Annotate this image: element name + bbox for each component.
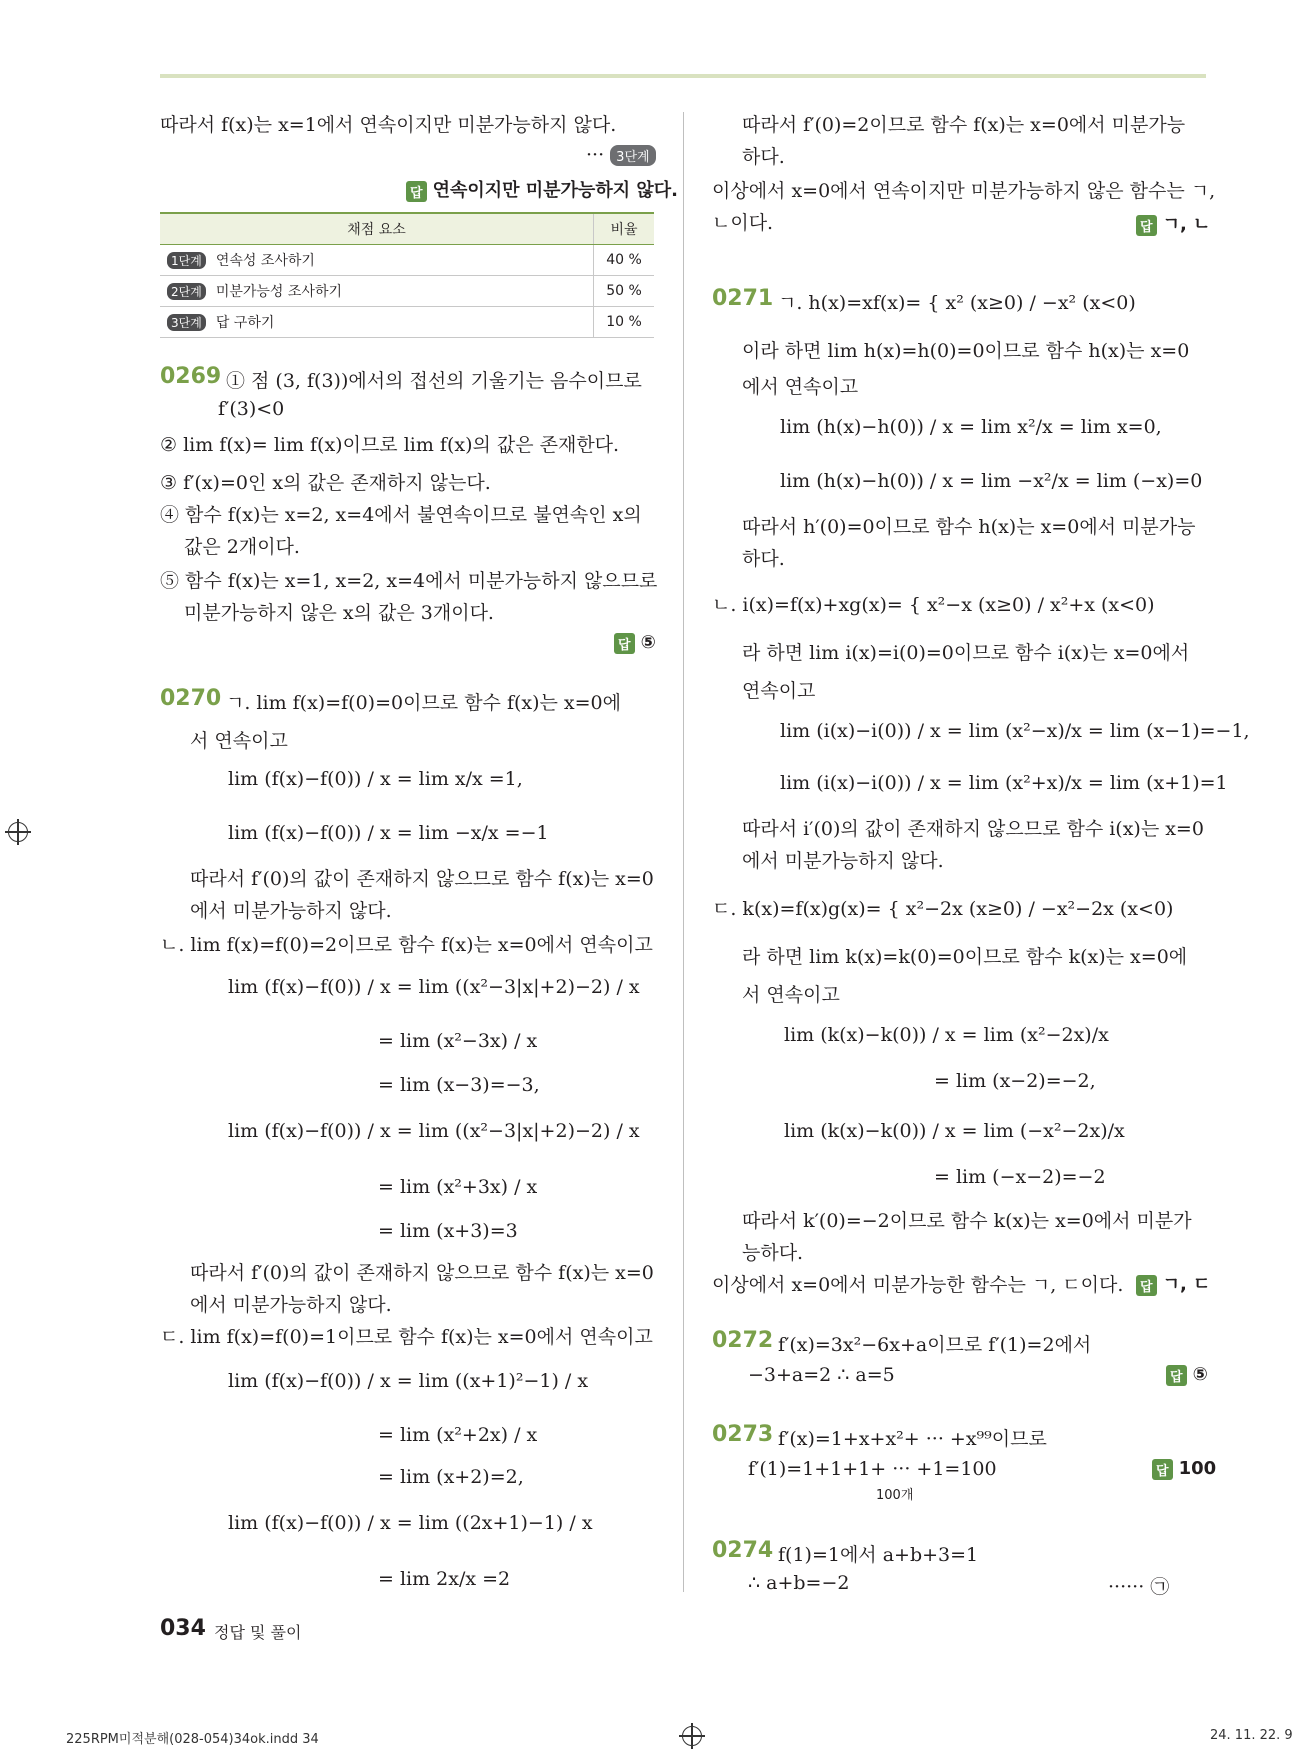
text-line: 미분가능하지 않은 x의 값은 3개이다.: [184, 602, 494, 624]
text-line: 이상에서 x=0에서 연속이지만 미분가능하지 않은 함수는 ㄱ,: [712, 180, 1216, 202]
text-line: ㄴ. lim f(x)=f(0)=2이므로 함수 f(x)는 x=0에서 연속이고: [160, 934, 653, 956]
math-line: = lim (x+3)=3: [378, 1220, 518, 1242]
text-line: 능하다.: [742, 1242, 804, 1264]
text-line: 라 하면 lim k(x)=k(0)=0이므로 함수 k(x)는 x=0에: [742, 946, 1188, 968]
math-line: lim (f(x)−f(0)) / x = lim ((x²−3|x|+2)−2) / x: [228, 976, 640, 998]
step-badge: 2단계: [167, 283, 206, 300]
answer-line: 답 연속이지만 미분가능하지 않다.: [406, 176, 678, 202]
answer-line: 답 100: [1152, 1458, 1216, 1480]
table-row: 2단계 미분가능성 조사하기 50 %: [160, 276, 654, 307]
table-header: 비율: [594, 213, 655, 245]
step-marker: ··· 3단계: [586, 144, 656, 166]
math-line: = lim 2x/x =2: [378, 1568, 511, 1590]
text-line: 따라서 f′(0)의 값이 존재하지 않으므로 함수 f(x)는 x=0: [190, 1262, 654, 1284]
math-line: = lim (x²−3x) / x: [378, 1030, 538, 1052]
footer-label: 정답 및 풀이: [214, 1623, 302, 1642]
math-line: lim (f(x)−f(0)) / x = lim −x/x =−1: [228, 822, 549, 844]
top-rule: [160, 74, 1206, 78]
table-row: 1단계 연속성 조사하기 40 %: [160, 245, 654, 276]
math-line: f′(x)=3x²−6x+a이므로 f′(1)=2에서: [778, 1334, 1092, 1356]
text-line: 서 연속이고: [742, 984, 840, 1006]
file-slug: 225RPM미적분해(028-054)34ok.indd 34: [66, 1732, 319, 1747]
math-line: lim (k(x)−k(0)) / x = lim (x²−2x)/x: [784, 1024, 1109, 1046]
step-badge: 3단계: [167, 314, 206, 331]
text-line: ④ 함수 f(x)는 x=2, x=4에서 불연속이므로 불연속인 x의: [160, 504, 642, 526]
registration-mark-icon: [682, 1726, 702, 1746]
math-line: f(1)=1에서 a+b+3=1: [778, 1544, 979, 1566]
math-line: = lim (x+2)=2,: [378, 1466, 524, 1488]
text-line: 에서 미분가능하지 않다.: [190, 1294, 392, 1316]
answer-line: 답 ⑤: [614, 632, 656, 654]
page-number: 034: [160, 1616, 206, 1641]
text-line: 서 연속이고: [190, 730, 288, 752]
text-line: 에서 연속이고: [742, 376, 859, 398]
step-badge: 1단계: [167, 252, 206, 269]
answer-icon: 답: [1152, 1459, 1173, 1480]
underbrace-label: 100개: [876, 1488, 914, 1503]
math-line: = lim (x²+2x) / x: [378, 1424, 538, 1446]
answer-line: 답 ㄱ, ㄷ: [1136, 1270, 1210, 1296]
text-line: 값은 2개이다.: [184, 536, 300, 558]
text-line: 하다.: [742, 146, 785, 168]
problem-number: 0272: [712, 1328, 774, 1353]
text-line: 라 하면 lim i(x)=i(0)=0이므로 함수 i(x)는 x=0에서: [742, 642, 1190, 664]
text-line: 따라서 f′(0)의 값이 존재하지 않으므로 함수 f(x)는 x=0: [190, 868, 654, 890]
math-line: lim (i(x)−i(0)) / x = lim (x²−x)/x = lim (x−1)=−1,: [780, 720, 1250, 742]
answer-line: 답 ㄱ, ㄴ: [1136, 210, 1210, 236]
equation-marker: ······ ㉠: [1108, 1576, 1170, 1598]
text-line: ⑤ 함수 f(x)는 x=1, x=2, x=4에서 미분가능하지 않으므로: [160, 570, 658, 592]
problem-number: 0269: [160, 364, 222, 389]
math-line: −3+a=2 ∴ a=5: [748, 1364, 895, 1386]
math-line: lim (f(x)−f(0)) / x = lim x/x =1,: [228, 768, 523, 790]
math-line: lim (h(x)−h(0)) / x = lim x²/x = lim x=0,: [780, 416, 1162, 438]
text-line: 연속이고: [742, 680, 816, 702]
math-line: ㄴ. i(x)=f(x)+xg(x)= { x²−x (x≥0) / x²+x (x<0): [712, 594, 1155, 616]
text-line: f′(3)<0: [218, 398, 285, 420]
text-line: 에서 미분가능하지 않다.: [742, 850, 944, 872]
math-line: lim (f(x)−f(0)) / x = lim ((x²−3|x|+2)−2) / x: [228, 1120, 640, 1142]
answer-icon: 답: [406, 181, 427, 202]
problem-number: 0274: [712, 1538, 774, 1563]
answer-icon: 답: [614, 633, 635, 654]
math-line: ㄷ. k(x)=f(x)g(x)= { x²−2x (x≥0) / −x²−2x (x<0): [712, 898, 1174, 920]
answer-icon: 답: [1136, 215, 1157, 236]
text-line: 이라 하면 lim h(x)=h(0)=0이므로 함수 h(x)는 x=0: [742, 340, 1190, 362]
math-line: lim (f(x)−f(0)) / x = lim ((x+1)²−1) / x: [228, 1370, 589, 1392]
text-line: 이상에서 x=0에서 미분가능한 함수는 ㄱ, ㄷ이다.: [712, 1274, 1124, 1296]
text-line: 에서 미분가능하지 않다.: [190, 900, 392, 922]
answer-icon: 답: [1166, 1365, 1187, 1386]
problem-number: 0270: [160, 686, 222, 711]
text-line: 따라서 f′(0)=2이므로 함수 f(x)는 x=0에서 미분가능: [742, 114, 1186, 136]
text-line: 따라서 k′(0)=−2이므로 함수 k(x)는 x=0에서 미분가: [742, 1210, 1192, 1232]
math-line: lim (f(x)−f(0)) / x = lim ((2x+1)−1) / x: [228, 1512, 593, 1534]
text-line: 따라서 i′(0)의 값이 존재하지 않으므로 함수 i(x)는 x=0: [742, 818, 1204, 840]
text-line: ② lim f(x)= lim f(x)이므로 lim f(x)의 값은 존재한다.: [160, 434, 620, 456]
grading-table: [160, 212, 654, 338]
text-line: ㄱ. lim f(x)=f(0)=0이므로 함수 f(x)는 x=0에: [226, 692, 621, 714]
math-line: lim (k(x)−k(0)) / x = lim (−x²−2x)/x: [784, 1120, 1125, 1142]
math-line: = lim (x−2)=−2,: [934, 1070, 1096, 1092]
math-line: f′(x)=1+x+x²+ ··· +x⁹⁹이므로: [778, 1428, 1047, 1450]
problem-number: 0271: [712, 286, 774, 311]
math-line: = lim (−x−2)=−2: [934, 1166, 1106, 1188]
conclusion-line: 따라서 f(x)는 x=1에서 연속이지만 미분가능하지 않다.: [160, 114, 617, 136]
table-header: 채점 요소: [160, 213, 594, 245]
date-slug: 24. 11. 22. 9: [1210, 1728, 1293, 1743]
answer-line: 답 ⑤: [1166, 1364, 1208, 1386]
math-line: lim (h(x)−h(0)) / x = lim −x²/x = lim (−x)=0: [780, 470, 1203, 492]
math-line: f′(1)=1+1+1+ ··· +1=100: [748, 1458, 997, 1480]
text-line: ㄷ. lim f(x)=f(0)=1이므로 함수 f(x)는 x=0에서 연속이고: [160, 1326, 653, 1348]
problem-number: 0273: [712, 1422, 774, 1447]
math-line: = lim (x²+3x) / x: [378, 1176, 538, 1198]
step-badge: 3단계: [610, 145, 655, 166]
table-row: 3단계 답 구하기 10 %: [160, 307, 654, 338]
text-line: ③ f′(x)=0인 x의 값은 존재하지 않는다.: [160, 472, 491, 494]
registration-mark-icon: [8, 822, 28, 842]
math-line: ㄱ. h(x)=xf(x)= { x² (x≥0) / −x² (x<0): [778, 292, 1136, 314]
text-line: 따라서 h′(0)=0이므로 함수 h(x)는 x=0에서 미분가능: [742, 516, 1196, 538]
math-line: = lim (x−3)=−3,: [378, 1074, 540, 1096]
text-line: 하다.: [742, 548, 785, 570]
text-line: ㄴ이다.: [712, 212, 774, 234]
math-line: ∴ a+b=−2: [748, 1572, 850, 1594]
answer-icon: 답: [1136, 1275, 1157, 1296]
column-divider: [683, 112, 684, 1592]
text-line: ① 점 (3, f(3))에서의 접선의 기울기는 음수이므로: [226, 370, 642, 392]
math-line: lim (i(x)−i(0)) / x = lim (x²+x)/x = lim (x+1)=1: [780, 772, 1228, 794]
